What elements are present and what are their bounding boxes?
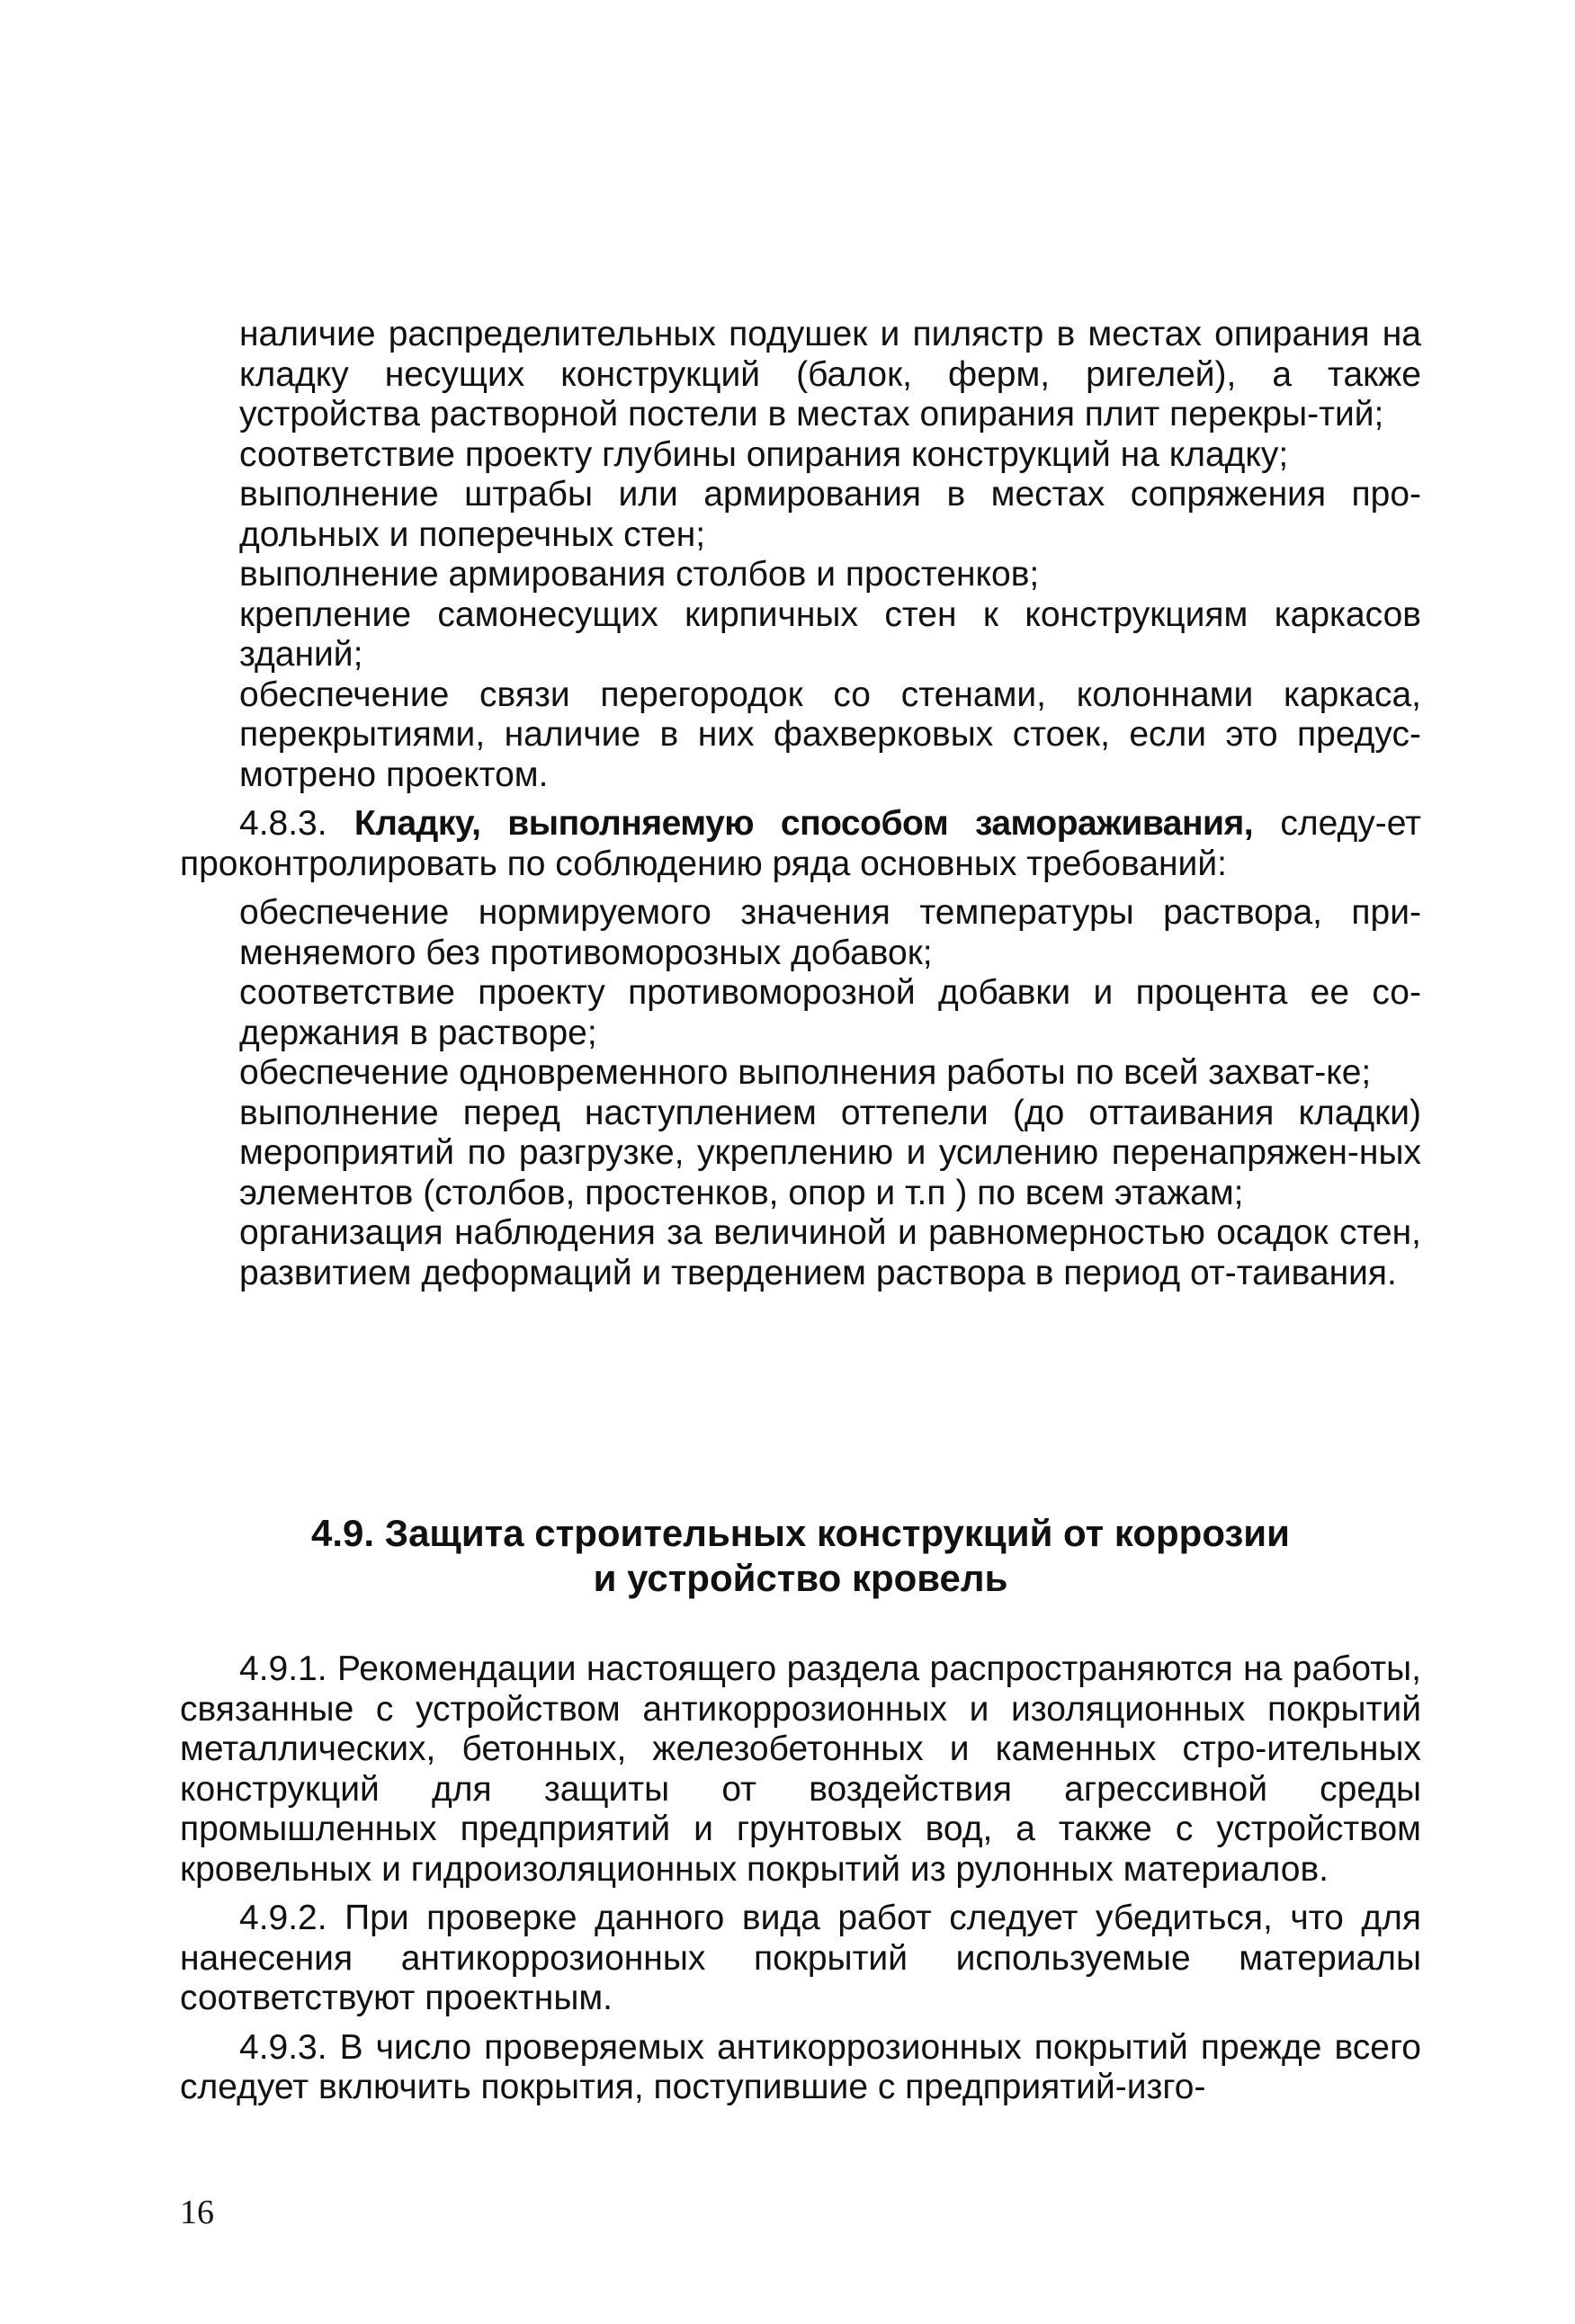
paragraph-4-9-1: 4.9.1. Рекомендации настоящего раздела распространяются на работы, связанные с устройством антикоррозионных и изоляционных покрытий металлических, бетонных, железобетонных и каменных стро-ительных конструкций для защиты от воздействия агрессивной среды промышленных предприятий и грунтовых вод, а также с устройством кровельных и гидроизоляционных покрытий из рулонных материалов. xyxy=(180,1649,1421,1889)
list-item: выполнение армирования столбов и простенков; xyxy=(239,555,1040,594)
section-body xyxy=(180,1649,1421,2108)
page-number: 16 xyxy=(180,2194,214,2231)
clause-bold-lead: Кладку, выполняемую способом замораживания, xyxy=(353,804,1254,843)
section-heading xyxy=(180,1511,1421,1601)
list-item: организация наблюдения за величиной и равномерностью осадок стен, развитием деформаций и твердением раствора в период от-таивания. xyxy=(239,1213,1421,1292)
list-item: обеспечение нормируемого значения температуры раствора, при-меняемого без противоморозных добавок; xyxy=(239,893,1421,972)
paragraph-4-9-2: 4.9.2. При проверке данного вида работ следует убедиться, что для нанесения антикоррозионных покрытий используемые материалы соответствуют проектным. xyxy=(180,1899,1421,2017)
requirements-list-b xyxy=(180,893,1421,1293)
list-item: обеспечение связи перегородок со стенами, колоннами каркаса, перекрытиями, наличие в них фахверковых стоек, если это предус-мотрено проектом. xyxy=(239,675,1421,794)
section-heading-line-1: 4.9. Защита строительных конструкций от коррозии xyxy=(311,1512,1290,1554)
list-item: выполнение штрабы или армирования в местах сопряжения про-дольных и поперечных стен; xyxy=(239,475,1421,554)
clause-number: 4.8.3. xyxy=(239,804,327,843)
paragraph-4-9-3: 4.9.3. В число проверяемых антикоррозионных покрытий прежде всего следует включить покрытия, поступившие с предприятий-изго- xyxy=(180,2027,1421,2106)
list-item: соответствие проекту противоморозной добавки и процента ее со-держания в растворе; xyxy=(239,973,1421,1052)
clause-text: следу-ет проконтролировать по соблюдению ряда основных требований: xyxy=(180,804,1421,883)
list-item: крепление самонесущих кирпичных стен к конструкциям каркасов зданий; xyxy=(239,594,1421,674)
section-heading-line-2: и устройство кровель xyxy=(593,1557,1008,1599)
clause-4-8-3 xyxy=(180,804,1421,884)
list-item: выполнение перед наступлением оттепели (до оттаивания кладки) мероприятий по разгрузке, укреплению и усилению перенапряжен-ных элементов (столбов, простенков, опор и т.п ) по всем этажам; xyxy=(239,1093,1421,1212)
list-item: обеспечение одновременного выполнения работы по всей захват-ке; xyxy=(239,1053,1372,1092)
list-item: наличие распределительных подушек и пилястр в местах опирания на кладку несущих конструкций (балок, ферм, ригелей), а также устройства растворной постели в местах опирания плит перекры-тий; xyxy=(239,315,1421,434)
list-item: соответствие проекту глубины опирания конструкций на кладку; xyxy=(239,434,1289,474)
requirements-list-a xyxy=(180,315,1421,1301)
